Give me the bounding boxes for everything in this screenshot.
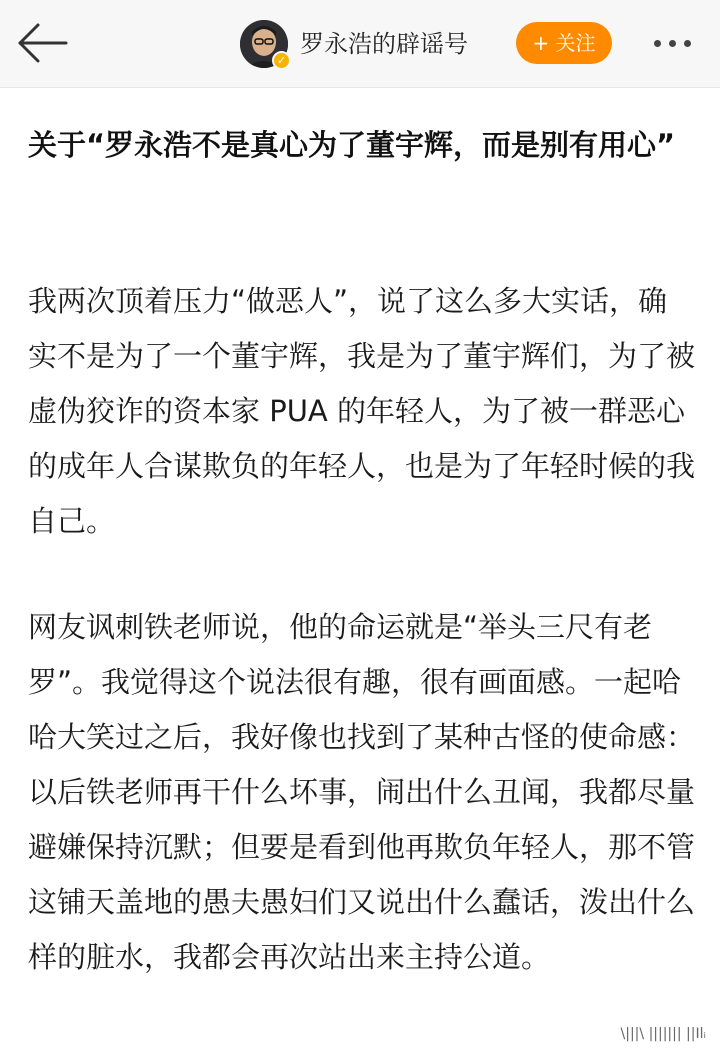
article-title: 关于“罗永浩不是真心为了董宇辉，而是别有用心”: [28, 128, 676, 162]
more-options-button[interactable]: [650, 32, 702, 56]
more-dots-icon: [654, 40, 661, 47]
back-button[interactable]: [14, 20, 70, 66]
more-dot: [669, 40, 676, 47]
follow-button[interactable]: + 关注: [516, 22, 612, 64]
watermark: \|||\ ||||||| ||Ilᵢ: [617, 1022, 710, 1046]
article-paragraph-2: 网友讽刺铁老师说，他的命运就是“举头三尺有老罗”。我觉得这个说法很有趣，很有画面感。一起哈哈大笑过之后，我好像也找到了某种古怪的使命感：以后铁老师再干什么坏事，闹出什么丑闻，我都尽量避嫌保持沉默；但要是看到他再欺负年轻人，那不管这铺天盖地的愚夫愚妇们又说出什么蠢话，泼出什么样的脏水，我都会再次站出来主持公道。: [28, 610, 696, 974]
arrow-left-icon: [14, 20, 70, 66]
article-body: [0, 88, 720, 1058]
verified-badge-icon: ✓: [272, 51, 291, 70]
article-paragraph-1: 我两次顶着压力“做恶人”，说了这么多大实话，确实不是为了一个董宇辉，我是为了董宇辉们，为了被虚伪狡诈的资本家 PUA 的年轻人，为了被一群恶心的成年人合谋欺负的年轻人，也是为了年轻时候的我自己。: [28, 284, 696, 538]
account-name[interactable]: 罗永浩的辟谣号: [300, 30, 468, 58]
more-dot: [684, 40, 691, 47]
top-navigation-bar: [0, 0, 720, 88]
